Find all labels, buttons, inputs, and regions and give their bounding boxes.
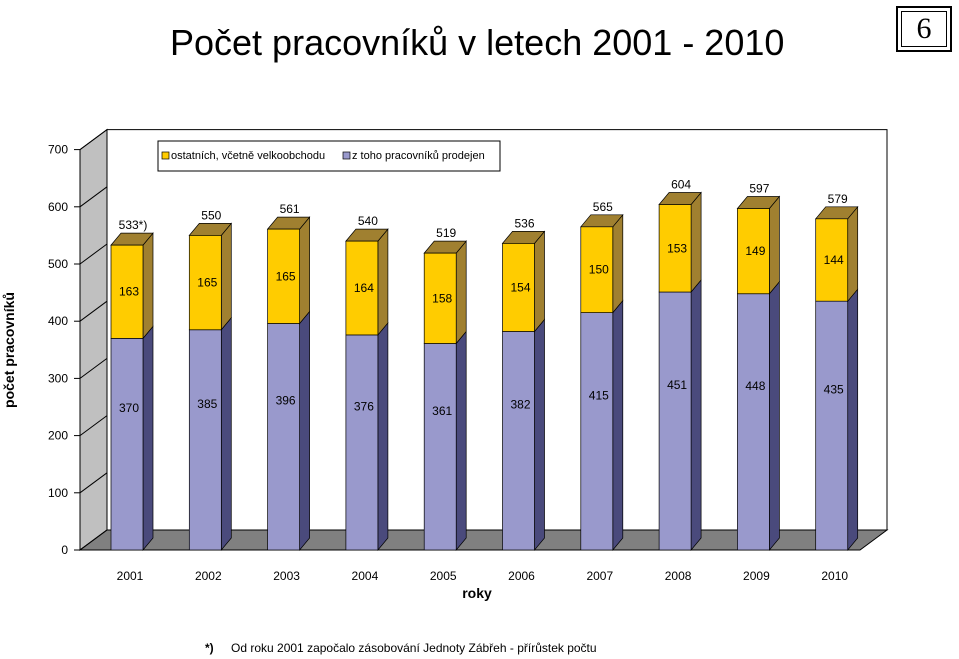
bar-prodejen-2005 xyxy=(424,344,456,550)
x-tick-label: 2009 xyxy=(743,569,770,583)
x-tick-label: 2005 xyxy=(429,569,457,583)
bar-ostatni-side xyxy=(221,223,231,329)
y-tick-label: 700 xyxy=(47,142,68,157)
y-tick-label: 400 xyxy=(47,314,68,329)
bar-prodejen-2001 xyxy=(111,338,143,550)
data-label-prodejen: 361 xyxy=(432,403,453,418)
bar-prodejen-2008 xyxy=(659,292,691,550)
bar-ostatni-side xyxy=(456,241,466,343)
bar-prodejen-2006 xyxy=(503,331,535,550)
bar-prodejen-2002 xyxy=(189,330,221,550)
data-label-total: 550 xyxy=(201,208,222,223)
data-label-ostatni: 165 xyxy=(275,269,296,284)
data-label-total: 565 xyxy=(592,199,613,214)
bar-ostatni-side xyxy=(300,217,310,323)
page-title: Počet pracovníků v letech 2001 - 2010 xyxy=(170,22,785,63)
legend-label-ostatni: ostatních, včetně velkoobchodu xyxy=(171,150,326,162)
bar-ostatni-side xyxy=(143,233,153,338)
x-tick-label: 2007 xyxy=(586,569,614,583)
bar-prodejen-2007 xyxy=(581,313,613,550)
data-label-total: 597 xyxy=(749,181,770,196)
data-label-prodejen: 376 xyxy=(353,399,374,414)
x-tick-label: 2004 xyxy=(351,569,379,583)
bar-prodejen-2004 xyxy=(346,335,378,550)
bar-ostatni-side xyxy=(691,193,701,293)
data-label-total: 536 xyxy=(514,216,535,231)
bar-prodejen-2009 xyxy=(737,294,769,550)
data-label-prodejen: 396 xyxy=(275,393,296,408)
data-label-prodejen: 448 xyxy=(745,378,766,393)
y-axis-title: počet pracovníků xyxy=(1,292,17,408)
y-tick-label: 0 xyxy=(61,543,68,557)
data-label-total: 579 xyxy=(827,191,848,206)
bar-prodejen-side xyxy=(613,301,623,550)
legend-swatch-prodejen xyxy=(343,152,350,159)
y-tick-label: 300 xyxy=(47,371,68,386)
data-label-total: 561 xyxy=(279,202,300,217)
footnote-text: Od roku 2001 započalo zásobování Jednoty Zábřeh - přírůstek počtu xyxy=(231,641,597,655)
y-tick-label: 500 xyxy=(47,257,68,271)
x-tick-label: 2003 xyxy=(273,569,300,583)
bar-prodejen-side xyxy=(456,332,466,550)
legend xyxy=(158,141,500,171)
page-number: 6 xyxy=(916,12,932,45)
data-label-ostatni: 144 xyxy=(823,252,844,267)
bar-prodejen-side xyxy=(848,289,858,550)
data-label-ostatni: 149 xyxy=(745,244,766,259)
data-label-prodejen: 385 xyxy=(197,396,218,411)
y-tick-label: 100 xyxy=(47,485,68,500)
data-label-ostatni: 165 xyxy=(197,275,218,290)
bar-prodejen-side xyxy=(300,311,310,550)
side-wall xyxy=(80,130,107,550)
x-tick-label: 2001 xyxy=(116,569,144,583)
bar-ostatni-side xyxy=(769,197,779,294)
y-tick-label: 600 xyxy=(47,199,68,214)
bar-prodejen-side xyxy=(143,326,153,550)
x-tick-label: 2010 xyxy=(821,569,849,583)
legend-label-prodejen: z toho pracovníků prodejen xyxy=(352,150,485,162)
data-label-ostatni: 164 xyxy=(353,281,374,296)
y-tick-label: 200 xyxy=(47,428,68,443)
bar-prodejen-side xyxy=(221,318,231,550)
x-tick-label: 2008 xyxy=(664,569,692,583)
x-tick-label: 2002 xyxy=(194,569,222,583)
legend-swatch-ostatni xyxy=(162,152,169,159)
bar-ostatni-side xyxy=(378,229,388,335)
x-axis xyxy=(117,569,849,601)
data-label-prodejen: 451 xyxy=(667,378,688,393)
bar-prodejen-2003 xyxy=(268,323,300,550)
data-label-prodejen: 382 xyxy=(510,397,531,412)
bar-prodejen-2010 xyxy=(816,301,848,550)
bar-prodejen-side xyxy=(691,280,701,550)
data-label-ostatni: 153 xyxy=(667,241,688,256)
data-label-total: 533*) xyxy=(118,218,148,233)
data-label-prodejen: 435 xyxy=(823,382,844,397)
bar-ostatni-side xyxy=(613,215,623,313)
footnote xyxy=(205,641,597,655)
footnote-mark: *) xyxy=(205,641,214,655)
bar-prodejen-side xyxy=(535,319,545,550)
data-label-prodejen: 370 xyxy=(118,401,140,416)
data-label-ostatni: 150 xyxy=(588,262,609,277)
bar-prodejen-side xyxy=(378,323,388,550)
bar-ostatni-side xyxy=(848,207,858,301)
data-label-total: 540 xyxy=(357,214,378,229)
data-label-total: 519 xyxy=(436,226,457,241)
bar-ostatni-side xyxy=(535,231,545,331)
x-tick-label: 2006 xyxy=(508,569,535,583)
data-label-ostatni: 154 xyxy=(510,280,531,295)
data-label-prodejen: 415 xyxy=(588,388,609,403)
data-label-ostatni: 163 xyxy=(118,284,140,299)
data-label-ostatni: 158 xyxy=(432,291,453,306)
bar-prodejen-side xyxy=(769,282,779,550)
x-axis-title: roky xyxy=(462,585,492,601)
data-label-total: 604 xyxy=(671,177,692,192)
